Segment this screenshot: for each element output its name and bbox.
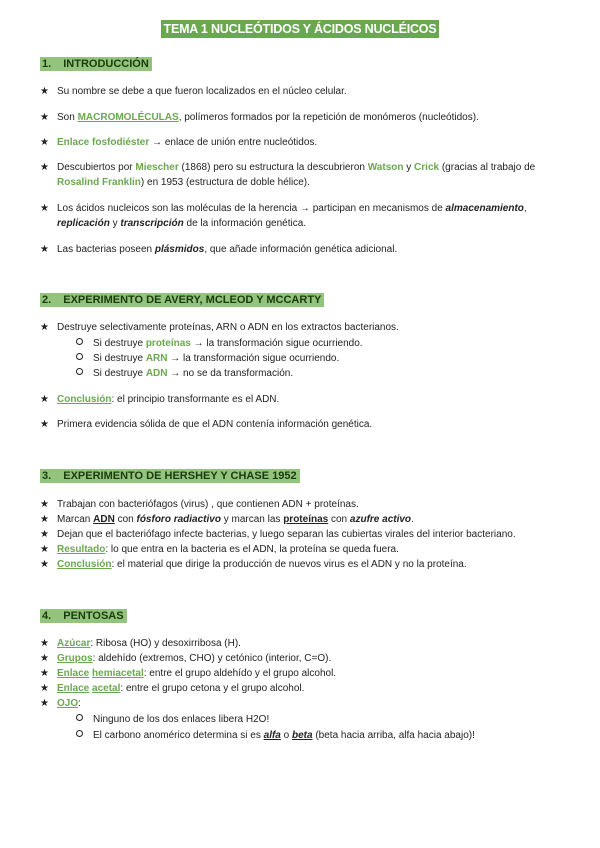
star-bullet-icon: ★	[40, 529, 49, 540]
star-bullet-icon: ★	[40, 137, 49, 148]
list-item: ★ Enlace hemiacetal: entre el grupo aldehído y el grupo alcohol.	[40, 668, 337, 679]
star-bullet-icon: ★	[40, 653, 49, 664]
list-item: ★ Descubiertos por Miescher (1868) pero su estructura la descubrieron Watson y Crick (gracias al trabajo de Rosalind Franklin) en 1953 (estructura de doble hélice).	[40, 162, 536, 188]
circle-bullet-icon	[76, 368, 83, 375]
list-item: ★ Dejan que el bacteriófago infecte bacterias, y luego separan las cubiertas virales del interior bacteriano.	[40, 529, 516, 540]
star-bullet-icon: ★	[40, 244, 49, 255]
list-item: ★ Enlace acetal: entre el grupo cetona y el grupo alcohol.	[40, 683, 305, 694]
sub-list-item: El carbono anomérico determina si es alfa o beta (beta hacia arriba, alfa hacia abajo)!	[76, 728, 475, 743]
section-1-heading: 1. INTRODUCCIÓN	[40, 58, 152, 70]
list-item: ★ Resultado: lo que entra en la bacteria es el ADN, la proteína se queda fuera.	[40, 544, 399, 555]
star-bullet-icon: ★	[40, 668, 49, 679]
list-item: ★ Las bacterias poseen plásmidos, que añade información genética adicional.	[40, 244, 398, 255]
star-bullet-icon: ★	[40, 112, 49, 123]
star-bullet-icon: ★	[40, 638, 49, 649]
list-item: ★ Primera evidencia sólida de que el ADN contenía información genética.	[40, 419, 373, 430]
list-item: ★ Trabajan con bacteriófagos (virus) , que contienen ADN + proteínas.	[40, 499, 359, 510]
list-item: ★ Grupos: aldehído (extremos, CHO) y cetónico (interior, C=O).	[40, 653, 332, 664]
sub-list-item: Ninguno de los dos enlaces libera H2O!	[76, 712, 269, 727]
star-bullet-icon: ★	[40, 698, 49, 709]
list-item: ★ Marcan ADN con fósforo radiactivo y marcan las proteínas con azufre activo.	[40, 514, 414, 525]
star-bullet-icon: ★	[40, 86, 49, 97]
star-bullet-icon: ★	[40, 419, 49, 430]
list-item: ★ OJO:	[40, 698, 81, 709]
list-item: ★ Su nombre se debe a que fueron localizados en el núcleo celular.	[40, 86, 347, 97]
list-item: ★ Conclusión: el material que dirige la producción de nuevos virus es el ADN y no la proteína.	[40, 559, 467, 570]
star-bullet-icon: ★	[40, 559, 49, 570]
star-bullet-icon: ★	[40, 162, 49, 173]
document-title: TEMA 1 NUCLEÓTIDOS Y ÁCIDOS NUCLÉICOS	[0, 22, 600, 36]
star-bullet-icon: ★	[40, 499, 49, 510]
star-bullet-icon: ★	[40, 394, 49, 405]
section-3-heading: 3. EXPERIMENTO DE HERSHEY Y CHASE 1952	[40, 470, 300, 482]
star-bullet-icon: ★	[40, 322, 49, 333]
star-bullet-icon: ★	[40, 203, 49, 214]
list-item: ★ Enlace fosfodiéster → enlace de unión entre nucleótidos.	[40, 137, 318, 148]
list-item: ★ Son MACROMOLÉCULAS, polímeros formados por la repetición de monómeros (nucleótidos).	[40, 112, 479, 123]
list-item: ★ Azúcar: Ribosa (HO) y desoxirribosa (H).	[40, 638, 241, 649]
section-4-heading: 4. PENTOSAS	[40, 610, 127, 622]
sub-list-item: Si destruye proteínas → la transformación sigue ocurriendo.	[76, 336, 363, 351]
section-2-heading: 2. EXPERIMENTO DE AVERY, MCLEOD Y MCCARTY	[40, 294, 324, 306]
list-item: ★ Destruye selectivamente proteínas, ARN o ADN en los extractos bacterianos.	[40, 322, 399, 333]
star-bullet-icon: ★	[40, 514, 49, 525]
list-item: ★ Conclusión: el principio transformante es el ADN.	[40, 394, 280, 405]
star-bullet-icon: ★	[40, 683, 49, 694]
star-bullet-icon: ★	[40, 544, 49, 555]
sub-list-item: Si destruye ADN → no se da transformación.	[76, 366, 293, 381]
sub-list-item: Si destruye ARN → la transformación sigue ocurriendo.	[76, 351, 339, 366]
circle-bullet-icon	[76, 714, 83, 721]
circle-bullet-icon	[76, 338, 83, 345]
circle-bullet-icon	[76, 730, 83, 737]
list-item: ★ Los ácidos nucleicos son las moléculas de la herencia → participan en mecanismos de almacenamiento, replicación y transcripción de la información genética.	[40, 203, 527, 229]
circle-bullet-icon	[76, 353, 83, 360]
